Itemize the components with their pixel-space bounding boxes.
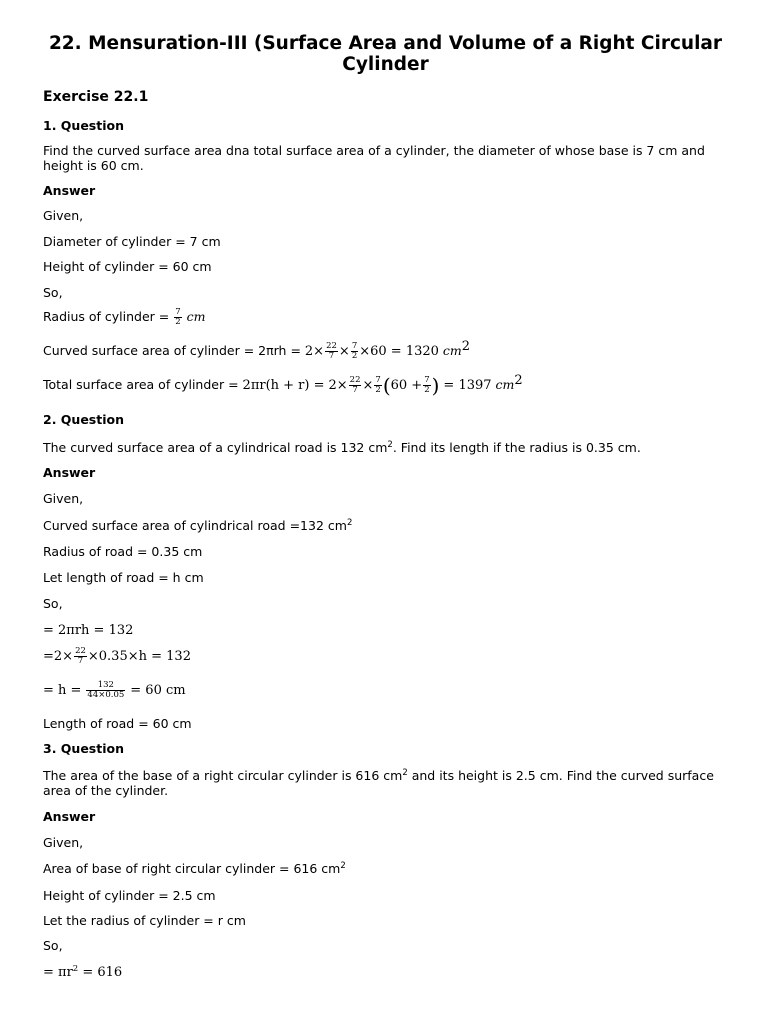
q3-text-a: The area of the base of a right circular cylinder is 616 cm [43,768,403,783]
q1-tsa-formula: 2πr(h + r) = [242,378,325,393]
q1-csa-frac1 [325,342,338,361]
q2-csa-text: Curved surface area of cylindrical road =132 cm [43,518,347,533]
q2-eq3-den: 44×0.05 [87,690,125,700]
q3-eq1-tail: = 616 [78,965,123,980]
q3-eq1-pre: = πr [43,965,73,980]
q1-csa-times: × [338,344,350,359]
question-3-answer-label: Answer [43,809,96,824]
q1-radius-line [43,308,206,327]
q1-csa-frac2 [351,342,358,361]
q3-eq1 [43,965,122,980]
q1-tsa-pre: 2× [328,378,348,393]
q1-csa-frac1-num: 22 [326,341,337,351]
q1-given: Given, [43,208,84,223]
q1-csa-frac1-den: 7 [328,351,335,361]
q1-tsa-frac3 [423,376,430,395]
q1-radius-num: 7 [175,307,181,317]
q1-radius-fraction [174,308,181,327]
q3-so: So, [43,938,63,953]
q3-area [43,861,346,876]
q1-tsa-frac3-den: 2 [424,385,430,395]
q1-csa-line [43,339,471,361]
q1-tsa-tail: = 1397 [443,378,492,393]
q1-tsa-frac2 [374,376,381,395]
q3-text-b: and its height is 2.5 cm. Find the curved surface area of the cylinder. [43,768,714,798]
q2-eq3-line [43,681,186,700]
q2-eq2-den: 7 [77,656,84,666]
q1-tsa-line [43,373,523,398]
q1-height: Height of cylinder = 60 cm [43,259,212,274]
q2-text-sup: 2 [387,440,393,450]
q2-so: So, [43,596,63,611]
question-2-text [43,440,641,455]
question-3-heading: 3. Question [43,741,124,756]
q2-eq2-num: 22 [75,646,86,656]
q1-tsa-frac1-den: 7 [352,385,358,395]
q2-given: Given, [43,491,84,506]
q1-tsa-rparen: ) [431,373,440,398]
q1-tsa-prefix: Total surface area of cylinder = [43,377,239,392]
q1-tsa-times: × [362,378,374,393]
page-title: 22. Mensuration-III (Surface Area and Volume of a Right Circular Cylinder [48,33,723,75]
q2-text-a: The curved surface area of a cylindrical road is 132 cm [43,440,388,455]
q1-csa-pre: 2× [304,344,325,359]
q1-tsa-frac3-num: 7 [424,375,430,385]
question-1-heading: 1. Question [43,118,124,133]
q2-eq3-pre: = h = [43,683,82,698]
question-2-heading: 2. Question [43,412,124,427]
q1-csa-tail: ×60 = 1320 [359,344,439,359]
q2-eq1: = 2πrh = 132 [43,623,134,638]
q1-csa-sup: 2 [461,339,471,354]
q2-radius: Radius of road = 0.35 cm [43,544,203,559]
q3-let: Let the radius of cylinder = r cm [43,913,246,928]
q2-eq3-num: 132 [86,681,125,691]
q1-radius-den: 2 [175,317,181,327]
q2-eq2-pre: =2× [43,649,74,664]
q1-diameter: Diameter of cylinder = 7 cm [43,234,221,249]
exercise-heading: Exercise 22.1 [43,89,149,105]
q1-tsa-sup: 2 [514,373,523,388]
question-3-text [43,768,723,798]
q1-tsa-frac1 [349,376,362,395]
q3-text-sup: 2 [402,768,408,778]
q1-csa-unit: cm [442,343,462,358]
q2-text-b: . Find its length if the radius is 0.35 cm. [392,440,641,455]
q1-csa-prefix: Curved surface area of cylinder = 2πrh = [43,343,301,358]
q1-tsa-frac2-den: 2 [375,385,381,395]
question-1-text: Find the curved surface area dna total surface area of a cylinder, the diameter of whose base is 7 cm and height is 60 cm. [43,143,705,173]
q3-area-text: Area of base of right circular cylinder = 616 cm [43,861,341,876]
q1-csa-frac2-num: 7 [351,341,358,351]
q3-height: Height of cylinder = 2.5 cm [43,888,216,903]
q1-tsa-inner: 60 + [390,378,423,393]
q1-radius-unit: cm [186,309,206,324]
q1-tsa-lparen: ( [382,373,391,398]
q1-radius-prefix: Radius of cylinder = [43,309,170,324]
q2-eq2-line [43,647,191,666]
q1-tsa-frac2-num: 7 [375,375,381,385]
q1-tsa-unit: cm [495,377,515,392]
q3-eq1-sup: 2 [72,964,79,974]
q2-length: Length of road = 60 cm [43,716,192,731]
q3-area-sup: 2 [340,861,346,871]
q2-csa [43,518,352,533]
q3-given: Given, [43,835,84,850]
q1-tsa-frac1-num: 22 [349,375,361,385]
q2-csa-sup: 2 [346,518,353,528]
question-1-answer-label: Answer [43,183,96,198]
q2-let: Let length of road = h cm [43,570,204,585]
q2-eq2-tail: ×0.35×h = 132 [87,649,191,664]
q2-eq3-frac [86,681,125,700]
q1-csa-frac2-den: 2 [351,351,358,361]
question-2-answer-label: Answer [43,465,96,480]
q2-eq2-frac [74,647,87,666]
q2-eq3-tail: = 60 cm [130,683,186,698]
q1-so: So, [43,285,63,300]
